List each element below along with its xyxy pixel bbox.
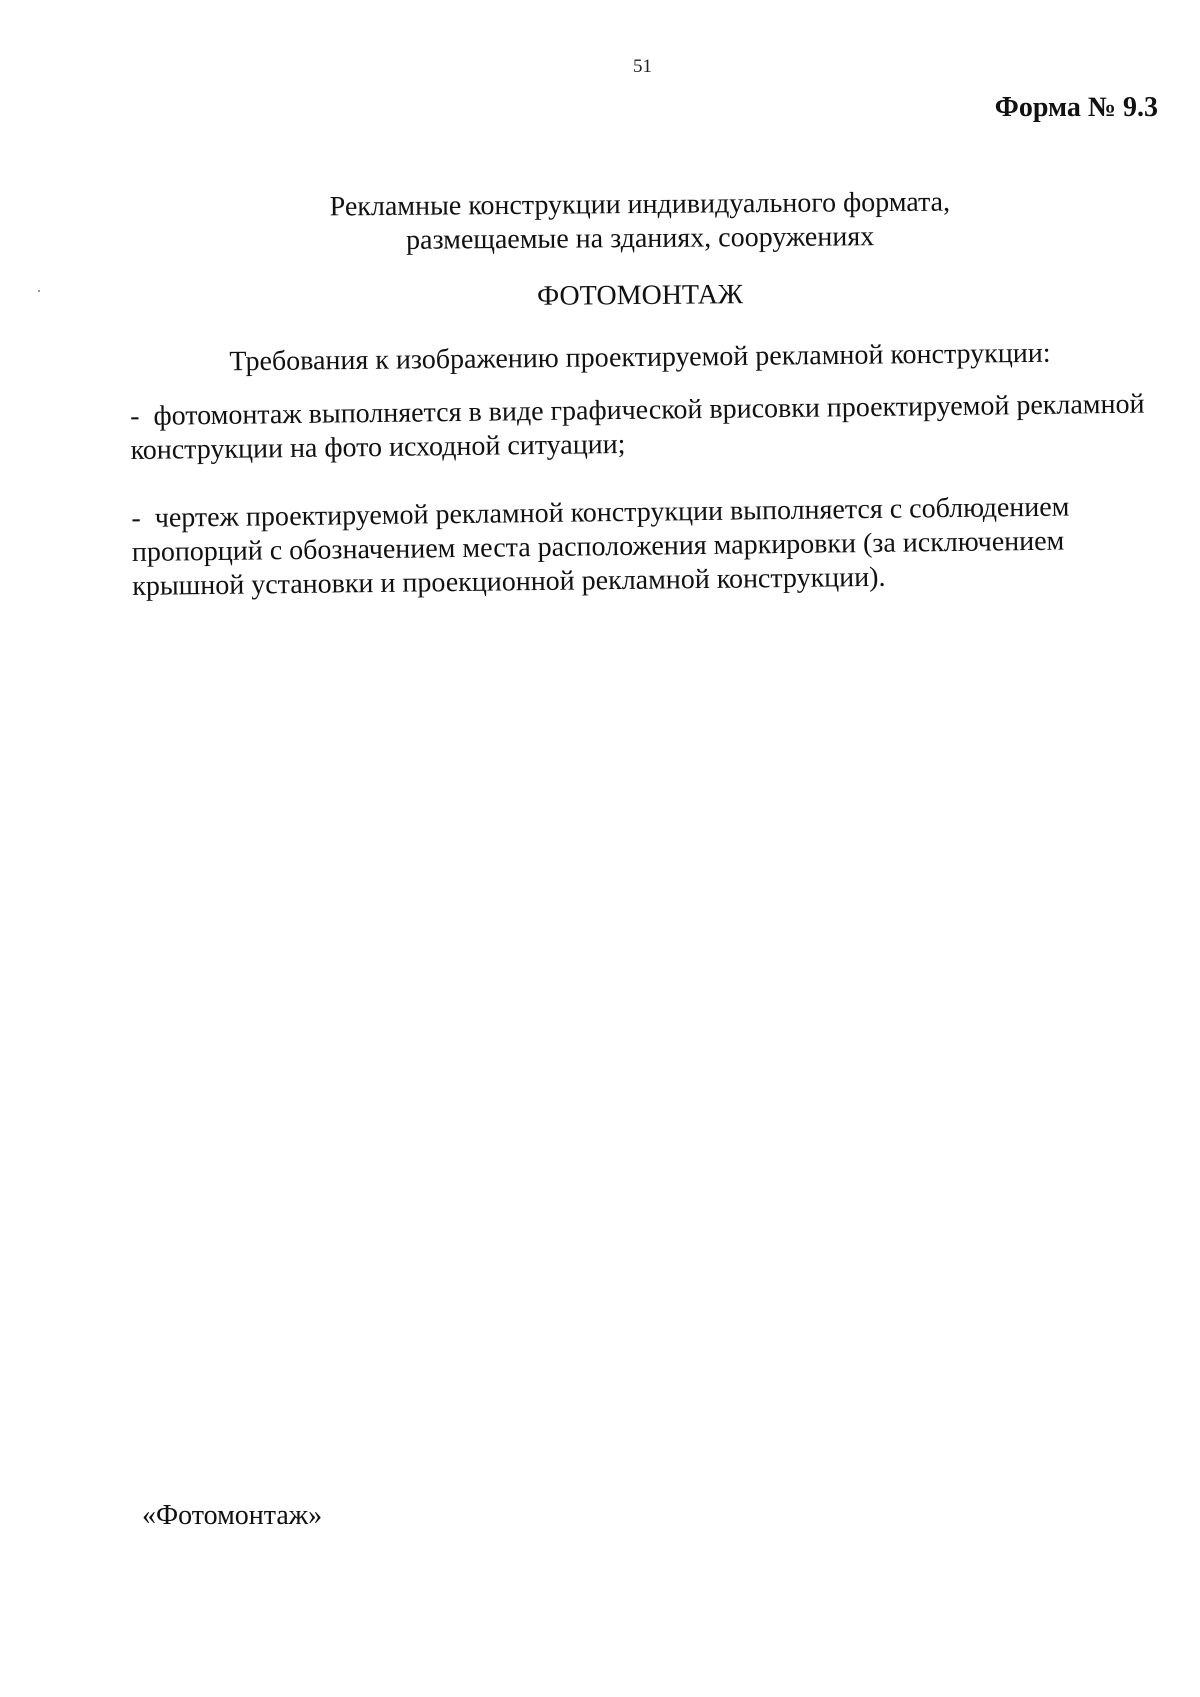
requirement-text: чертеж проектируемой рекламной конструкции выполняется с соблюдением пропорций с обозначением места расположения маркировки (за исключением крышной установки и проекционной рекламной конструкции).: [131, 491, 1070, 602]
requirement-item: [130, 387, 1181, 468]
page-number: 51: [633, 56, 652, 77]
form-number: Форма № 9.3: [994, 92, 1158, 123]
section-heading: ФОТОМОНТАЖ: [536, 279, 744, 312]
requirement-item: [131, 489, 1182, 604]
scan-speck: [38, 290, 40, 292]
document-title: [200, 185, 1081, 260]
bullet-dash: -: [130, 400, 140, 432]
document-title-line-2: размещаемые на зданиях, сооружениях: [405, 221, 875, 256]
requirements-list: [130, 387, 1183, 638]
bullet-dash: -: [131, 502, 141, 534]
photo-caption: «Фотомонтаж»: [142, 1500, 323, 1531]
requirement-text: фотомонтаж выполняется в виде графической врисовки проектируемой рекламной конструкции на фото исходной ситуации;: [130, 388, 1145, 466]
document-title-line-1: Рекламные конструкции индивидуального формата,: [329, 186, 951, 223]
requirements-heading: Требования к изображению проектируемой рекламной конструкции:: [229, 337, 1051, 378]
